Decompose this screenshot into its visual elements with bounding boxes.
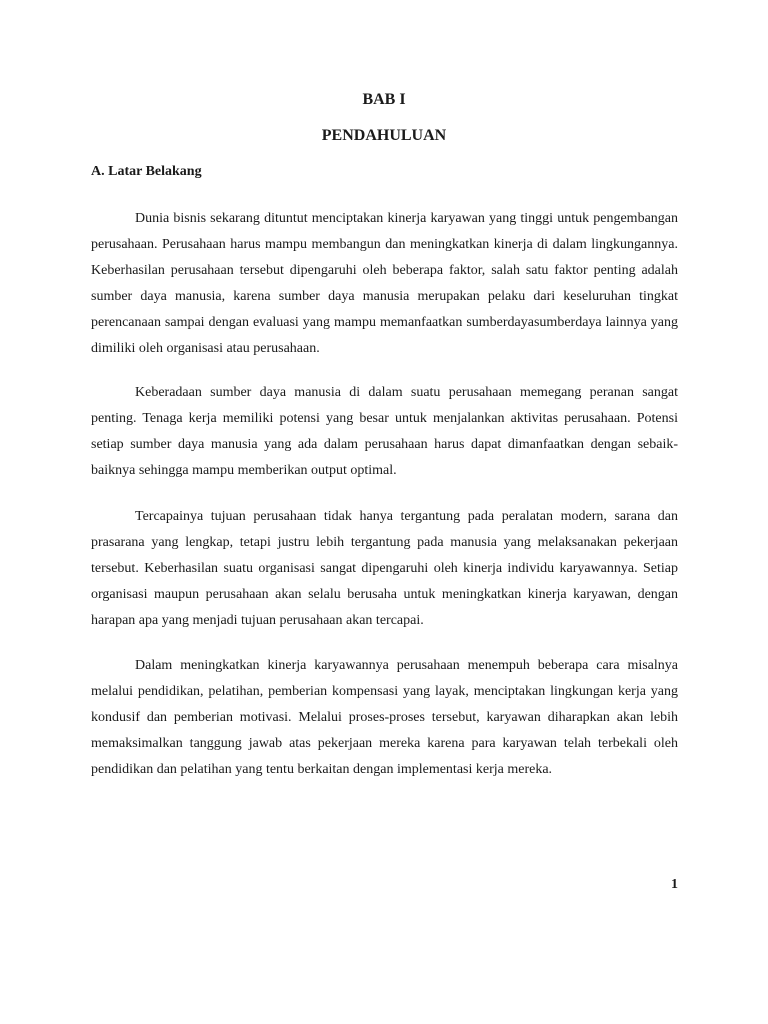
paragraph: Dalam meningkatkan kinerja karyawannya perusahaan menempuh beberapa cara misalnya melalui pendidikan, pelatihan, pemberian kompensasi yang layak, menciptakan lingkungan kerja yang kondusif dan pemberian motivasi. Melalui proses-proses tersebut, karyawan diharapkan akan lebih memaksimalkan tanggung jawab atas pekerjaan mereka karena para karyawan telah terbekali oleh pendidikan dan pelatihan yang tentu berkaitan dengan implementasi kerja mereka. [91,658,678,778]
chapter-title: PENDAHULUAN [321,127,447,144]
paragraph: Keberadaan sumber daya manusia di dalam suatu perusahaan memegang peranan sangat penting. Tenaga kerja memiliki potensi yang besar untuk menjalankan aktivitas perusahaan. Potensi setiap sumber daya manusia yang ada dalam perusahaan harus dapat dimanfaatkan dengan sebaik-baiknya sehingga mampu memberikan output optimal. [91,385,678,479]
paragraph: Dunia bisnis sekarang dituntut menciptakan kinerja karyawan yang tinggi untuk pengembangan perusahaan. Perusahaan harus mampu membangun dan meningkatkan kinerja di dalam lingkungannya. Keberhasilan perusahaan tersebut dipengaruhi oleh beberapa faktor, salah satu faktor penting adalah sumber daya manusia, karena sumber daya manusia merupakan pelaku dari keseluruhan tingkat perencanaan sampai dengan evaluasi yang mampu memanfaatkan sumberdayasumberdaya lainnya yang dimiliki oleh organisasi atau perusahaan. [91,211,678,357]
section-heading: A. Latar Belakang [91,164,202,179]
paragraph: Tercapainya tujuan perusahaan tidak hanya tergantung pada peralatan modern, sarana dan prasarana yang lengkap, tetapi justru lebih tergantung pada manusia yang melaksanakan pekerjaan tersebut. Keberhasilan suatu organisasi sangat dipengaruhi oleh kinerja individu karyawannya. Setiap organisasi maupun perusahaan akan selalu berusaha untuk meningkatkan kinerja karyawan, dengan harapan apa yang menjadi tujuan perusahaan akan tercapai. [91,509,678,629]
page-number: 1 [671,877,678,892]
chapter-number: BAB I [362,91,406,108]
